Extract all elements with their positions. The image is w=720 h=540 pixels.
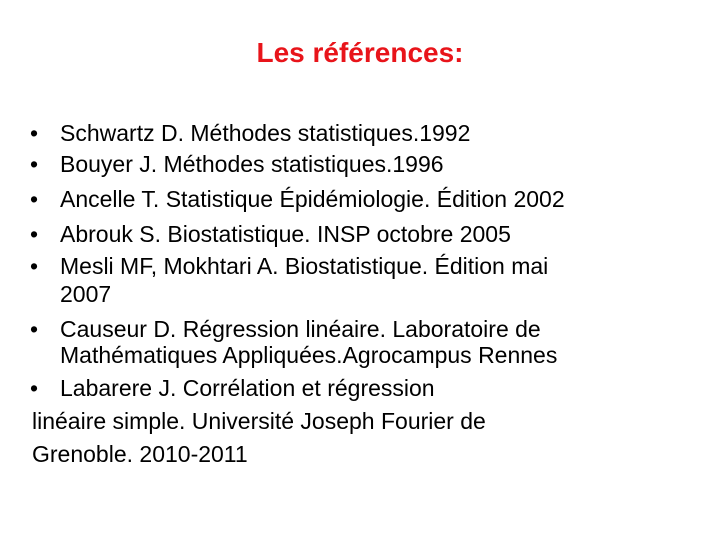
reference-item-line: Mathématiques Appliquées.Agrocampus Rennes — [60, 342, 558, 368]
reference-item-line: Mesli MF, Mokhtari A. Biostatistique. Édition mai — [60, 253, 549, 279]
reference-item-line: linéaire simple. Université Joseph Fourier de — [32, 408, 486, 434]
bullet-icon: • — [30, 151, 39, 177]
reference-item-line: Causeur D. Régression linéaire. Laboratoire de — [60, 316, 541, 342]
reference-item-line: 2007 — [60, 281, 112, 307]
reference-item-line: Grenoble. 2010-2011 — [32, 441, 248, 467]
bullet-icon: • — [30, 186, 39, 212]
reference-item-line: Schwartz D. Méthodes statistiques.1992 — [60, 120, 471, 146]
slide-title: Les références: — [256, 37, 464, 68]
bullet-icon: • — [30, 316, 39, 342]
bullet-icon: • — [30, 253, 39, 279]
bullet-icon: • — [30, 221, 39, 247]
bullet-icon: • — [30, 375, 39, 401]
reference-item-line: Abrouk S. Biostatistique. INSP octobre 2005 — [60, 221, 511, 247]
reference-item-line: Labarere J. Corrélation et régression — [60, 375, 435, 401]
reference-item-line: Bouyer J. Méthodes statistiques.1996 — [60, 151, 444, 177]
bullet-icon: • — [30, 120, 39, 146]
reference-item-line: Ancelle T. Statistique Épidémiologie. Édition 2002 — [60, 186, 565, 212]
